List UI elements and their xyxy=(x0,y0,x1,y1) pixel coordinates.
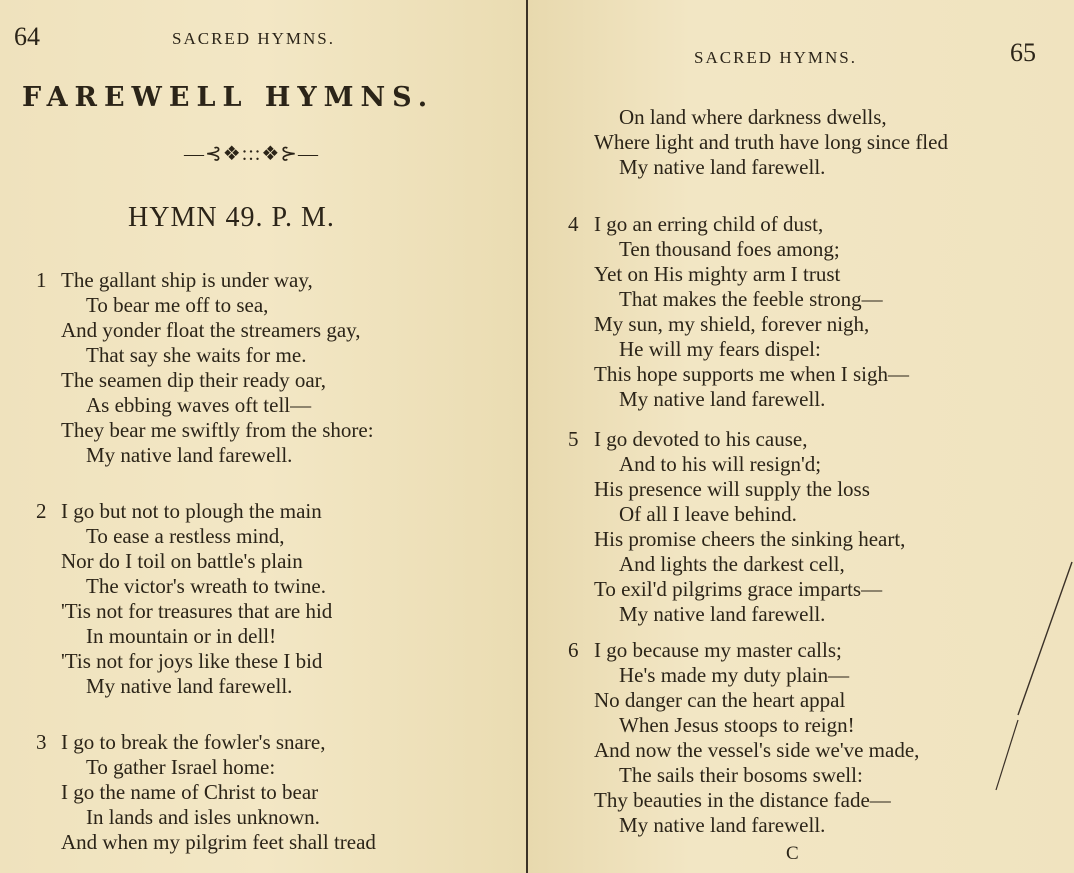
verse-line: To ease a restless mind, xyxy=(86,524,285,548)
stanza-number: 2 xyxy=(36,499,47,523)
verse-line: I go because my master calls; xyxy=(594,638,842,662)
right-page xyxy=(528,0,1074,873)
verse-line: His presence will supply the loss xyxy=(594,477,870,501)
verse-line: Ten thousand foes among; xyxy=(619,237,840,261)
verse-line: The gallant ship is under way, xyxy=(61,268,313,292)
verse-line: I go but not to plough the main xyxy=(61,499,322,523)
verse-line: Thy beauties in the distance fade— xyxy=(594,788,891,812)
verse-line: 'Tis not for treasures that are hid xyxy=(61,599,333,623)
verse-line: My native land farewell. xyxy=(619,155,826,179)
verse-line: When Jesus stoops to reign! xyxy=(619,713,855,737)
verse-line: My native land farewell. xyxy=(86,674,293,698)
right-running-head: SACRED HYMNS. xyxy=(694,48,857,67)
signature-mark: C xyxy=(786,843,799,864)
stanza-number: 3 xyxy=(36,730,47,754)
verse-line: And yonder float the streamers gay, xyxy=(61,318,361,342)
stanza-number: 4 xyxy=(568,212,579,236)
stanza-3 xyxy=(61,730,376,855)
verse-line: And when my pilgrim feet shall tread xyxy=(61,830,376,854)
verse-line: Yet on His mighty arm I trust xyxy=(594,262,841,286)
ornament-divider: —⊰❖:::❖⊱— xyxy=(184,143,320,165)
verse-line: And lights the darkest cell, xyxy=(619,552,845,576)
verse-line: His promise cheers the sinking heart, xyxy=(594,527,906,551)
hymn-heading: HYMN 49. P. M. xyxy=(128,202,335,233)
verse-line: 'Tis not for joys like these I bid xyxy=(61,649,323,673)
verse-line: As ebbing waves oft tell— xyxy=(86,393,312,417)
right-page-number: 65 xyxy=(1010,38,1036,67)
verse-line: My native land farewell. xyxy=(619,813,826,837)
verse-line: This hope supports me when I sigh— xyxy=(594,362,909,386)
stanza-5 xyxy=(594,427,905,627)
verse-line: The victor's wreath to twine. xyxy=(86,574,326,598)
verse-line: Nor do I toil on battle's plain xyxy=(61,549,303,573)
verse-line: And to his will resign'd; xyxy=(619,452,822,476)
verse-line: My sun, my shield, forever nigh, xyxy=(594,312,870,336)
section-title: FAREWELL HYMNS. xyxy=(22,82,435,113)
stanza-1 xyxy=(61,268,374,468)
verse-line: My native land farewell. xyxy=(619,387,826,411)
verse-line: My native land farewell. xyxy=(619,602,826,626)
verse-line: Where light and truth have long since fled xyxy=(594,130,948,154)
pencil-scratch-mark xyxy=(988,560,1074,800)
stanza-number: 6 xyxy=(568,638,579,662)
stanza-number: 1 xyxy=(36,268,47,292)
verse-line: In lands and isles unknown. xyxy=(86,805,320,829)
verse-line: They bear me swiftly from the shore: xyxy=(61,418,374,442)
verse-line: I go an erring child of dust, xyxy=(594,212,824,236)
verse-line: I go to break the fowler's snare, xyxy=(61,730,326,754)
stanza-2 xyxy=(61,499,332,699)
verse-line: The sails their bosoms swell: xyxy=(619,763,863,787)
verse-line: In mountain or in dell! xyxy=(86,624,277,648)
verse-line: To bear me off to sea, xyxy=(86,293,269,317)
verse-line: And now the vessel's side we've made, xyxy=(594,738,920,762)
verse-line: I go devoted to his cause, xyxy=(594,427,808,451)
verse-line: That say she waits for me. xyxy=(86,343,307,367)
verse-line: He's made my duty plain— xyxy=(619,663,850,687)
verse-line: To exil'd pilgrims grace imparts— xyxy=(594,577,883,601)
verse-line: The seamen dip their ready oar, xyxy=(61,368,327,392)
verse-line: Of all I leave behind. xyxy=(619,502,797,526)
left-page-number: 64 xyxy=(14,22,40,51)
verse-line: I go the name of Christ to bear xyxy=(61,780,319,804)
verse-line: That makes the feeble strong— xyxy=(619,287,883,311)
verse-line: On land where darkness dwells, xyxy=(619,105,887,129)
left-page xyxy=(0,0,528,873)
verse-line: He will my fears dispel: xyxy=(619,337,821,361)
verse-line: My native land farewell. xyxy=(86,443,293,467)
verse-line: No danger can the heart appal xyxy=(594,688,846,712)
stanza-4 xyxy=(594,212,909,412)
stanza-number: 5 xyxy=(568,427,579,451)
stanza-6 xyxy=(594,638,919,838)
verse-line: To gather Israel home: xyxy=(86,755,276,779)
left-running-head: SACRED HYMNS. xyxy=(172,29,335,48)
stanza-continuation xyxy=(594,105,948,180)
